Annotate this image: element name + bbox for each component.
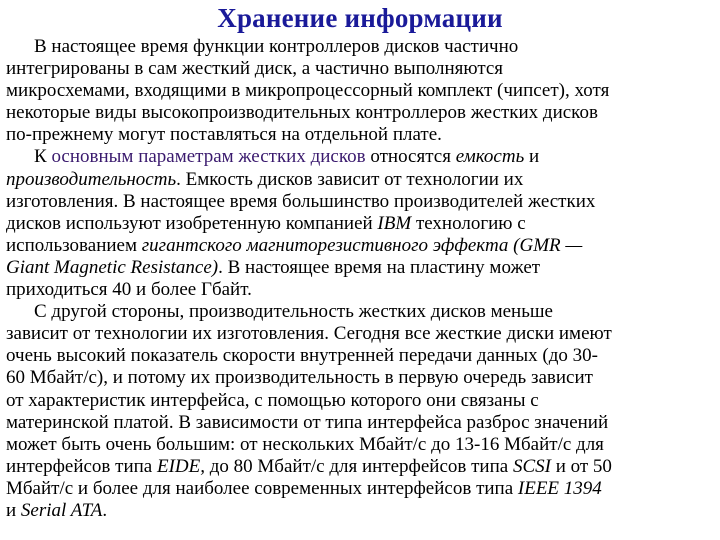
paragraph-1	[6, 36, 714, 146]
paragraph-3	[6, 301, 714, 522]
text-line: материнской платой. В зависимости от типа интерфейса разброс значений	[6, 411, 609, 433]
text-fragment: относятся	[365, 146, 456, 168]
term-scsi: SCSI	[512, 455, 551, 477]
text-line: зависит от технологии их изготовления. Сегодня все жесткие диски имеют	[6, 323, 612, 345]
text-line: В настоящее время функции контроллеров дисков частично	[34, 36, 519, 57]
text-line	[6, 213, 714, 235]
text-fragment: Мбайт/с и более для наиболее современных интерфейсов типа	[6, 477, 518, 499]
text-line: микросхемами, входящими в микропроцессорный комплект (чипсет), хотя	[6, 80, 610, 102]
term-serial-ata: Serial ATA	[20, 499, 103, 521]
text-fragment: и	[6, 499, 21, 521]
text-fragment: .	[102, 499, 108, 521]
text-line: изготовления. В настоящее время большинство производителей жестких	[6, 190, 596, 212]
text-fragment: технологию с	[411, 212, 526, 234]
text-line	[6, 456, 714, 478]
text-line: по-прежнему могут поставляться на отдельной плате.	[6, 124, 442, 146]
text-line	[6, 146, 714, 168]
text-line: от характеристик интерфейса, с помощью которого они связаны с	[6, 389, 539, 411]
term-capacity: емкость	[455, 146, 525, 168]
text-fragment: интерфейсов типа	[6, 455, 157, 477]
term-gmr-english: Giant Magnetic Resistance)	[6, 256, 219, 278]
term-eide: EIDE,	[156, 455, 205, 477]
term-ieee1394: IEEE 1394	[517, 477, 602, 499]
text-fragment: использованием	[6, 234, 142, 256]
text-fragment: и от 50	[550, 455, 612, 477]
term-performance: производительность	[6, 168, 177, 190]
text-line: приходиться 40 и более Гбайт.	[6, 279, 252, 301]
term-ibm: IBM	[377, 212, 412, 234]
text-fragment: . В настоящее время на пластину может	[218, 256, 541, 278]
slide-body	[6, 36, 714, 522]
text-line	[6, 478, 714, 500]
text-line: может быть очень большим: от нескольких Мбайт/с до 13-16 Мбайт/с для	[6, 433, 604, 455]
main-parameters-link[interactable]: основным параметрам жестких дисков	[51, 146, 366, 168]
text-line	[6, 257, 714, 279]
text-line: некоторые виды высокопроизводительных контроллеров жестких дисков	[6, 102, 598, 124]
term-gmr: гигантского магниторезистивного эффекта (GMR —	[141, 234, 583, 256]
text-fragment: и	[524, 146, 540, 168]
text-line: интегрированы в сам жесткий диск, а частично выполняются	[6, 58, 504, 80]
text-line	[6, 500, 714, 522]
text-line	[6, 235, 714, 257]
text-line: 60 Мбайт/с), и потому их производительность в первую очередь зависит	[6, 367, 593, 389]
text-line	[6, 169, 714, 191]
text-line: очень высокий показатель скорости внутренней передачи данных (до 30-	[6, 345, 598, 367]
text-line: С другой стороны, производительность жестких дисков меньше	[34, 301, 553, 323]
slide-title: Хранение информации	[217, 3, 503, 33]
text-fragment: дисков используют изобретенную компанией	[6, 212, 378, 234]
paragraph-2	[6, 146, 714, 301]
text-fragment: . Емкость дисков зависит от технологии их	[176, 168, 524, 190]
text-fragment: К	[34, 146, 52, 168]
text-fragment: до 80 Мбайт/с для интерфейсов типа	[204, 455, 513, 477]
